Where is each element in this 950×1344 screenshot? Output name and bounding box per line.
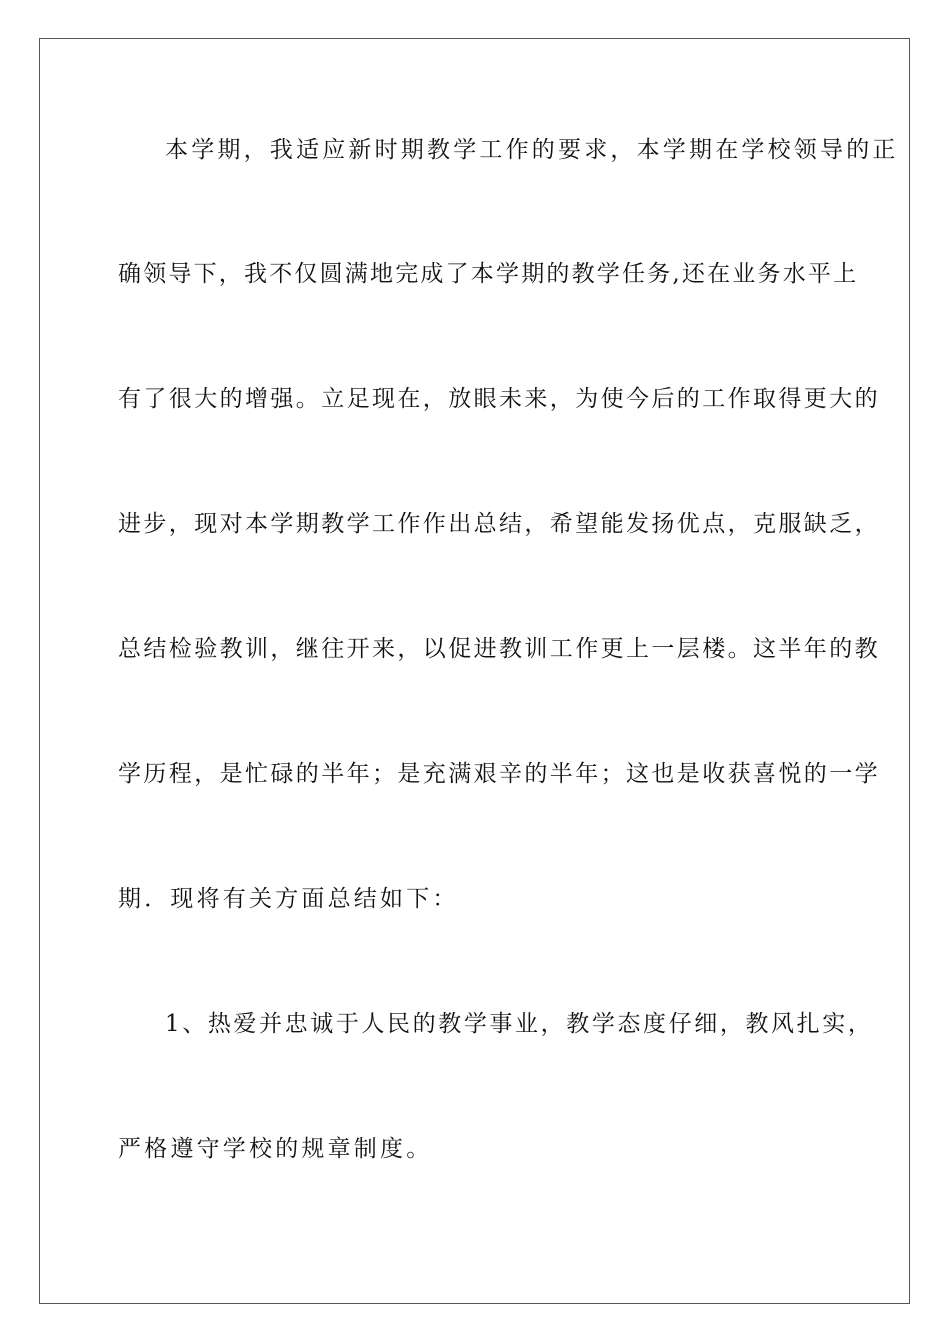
paragraph-line: 进步，现对本学期教学工作作出总结，希望能发扬优点，克服缺乏， — [118, 511, 880, 537]
paragraph-line: 确领导下，我不仅圆满地完成了本学期的教学任务,还在业务水平上 — [118, 261, 859, 287]
paragraph-line: 1、热爱并忠诚于人民的教学事业，教学态度仔细，教风扎实， — [165, 1011, 874, 1037]
paragraph-line: 本学期，我适应新时期教学工作的要求，本学期在学校领导的正 — [165, 137, 899, 163]
page-border — [39, 38, 910, 1304]
paragraph-line: 总结检验教训，继往开来，以促进教训工作更上一层楼。这半年的教 — [118, 636, 880, 662]
paragraph-line: 期．现将有关方面总结如下： — [118, 886, 459, 912]
paragraph-line: 有了很大的增强。立足现在，放眼未来，为使今后的工作取得更大的 — [118, 386, 880, 412]
paragraph-line: 学历程，是忙碌的半年；是充满艰辛的半年；这也是收获喜悦的一学 — [118, 761, 880, 787]
paragraph-line: 严格遵守学校的规章制度。 — [118, 1136, 433, 1162]
